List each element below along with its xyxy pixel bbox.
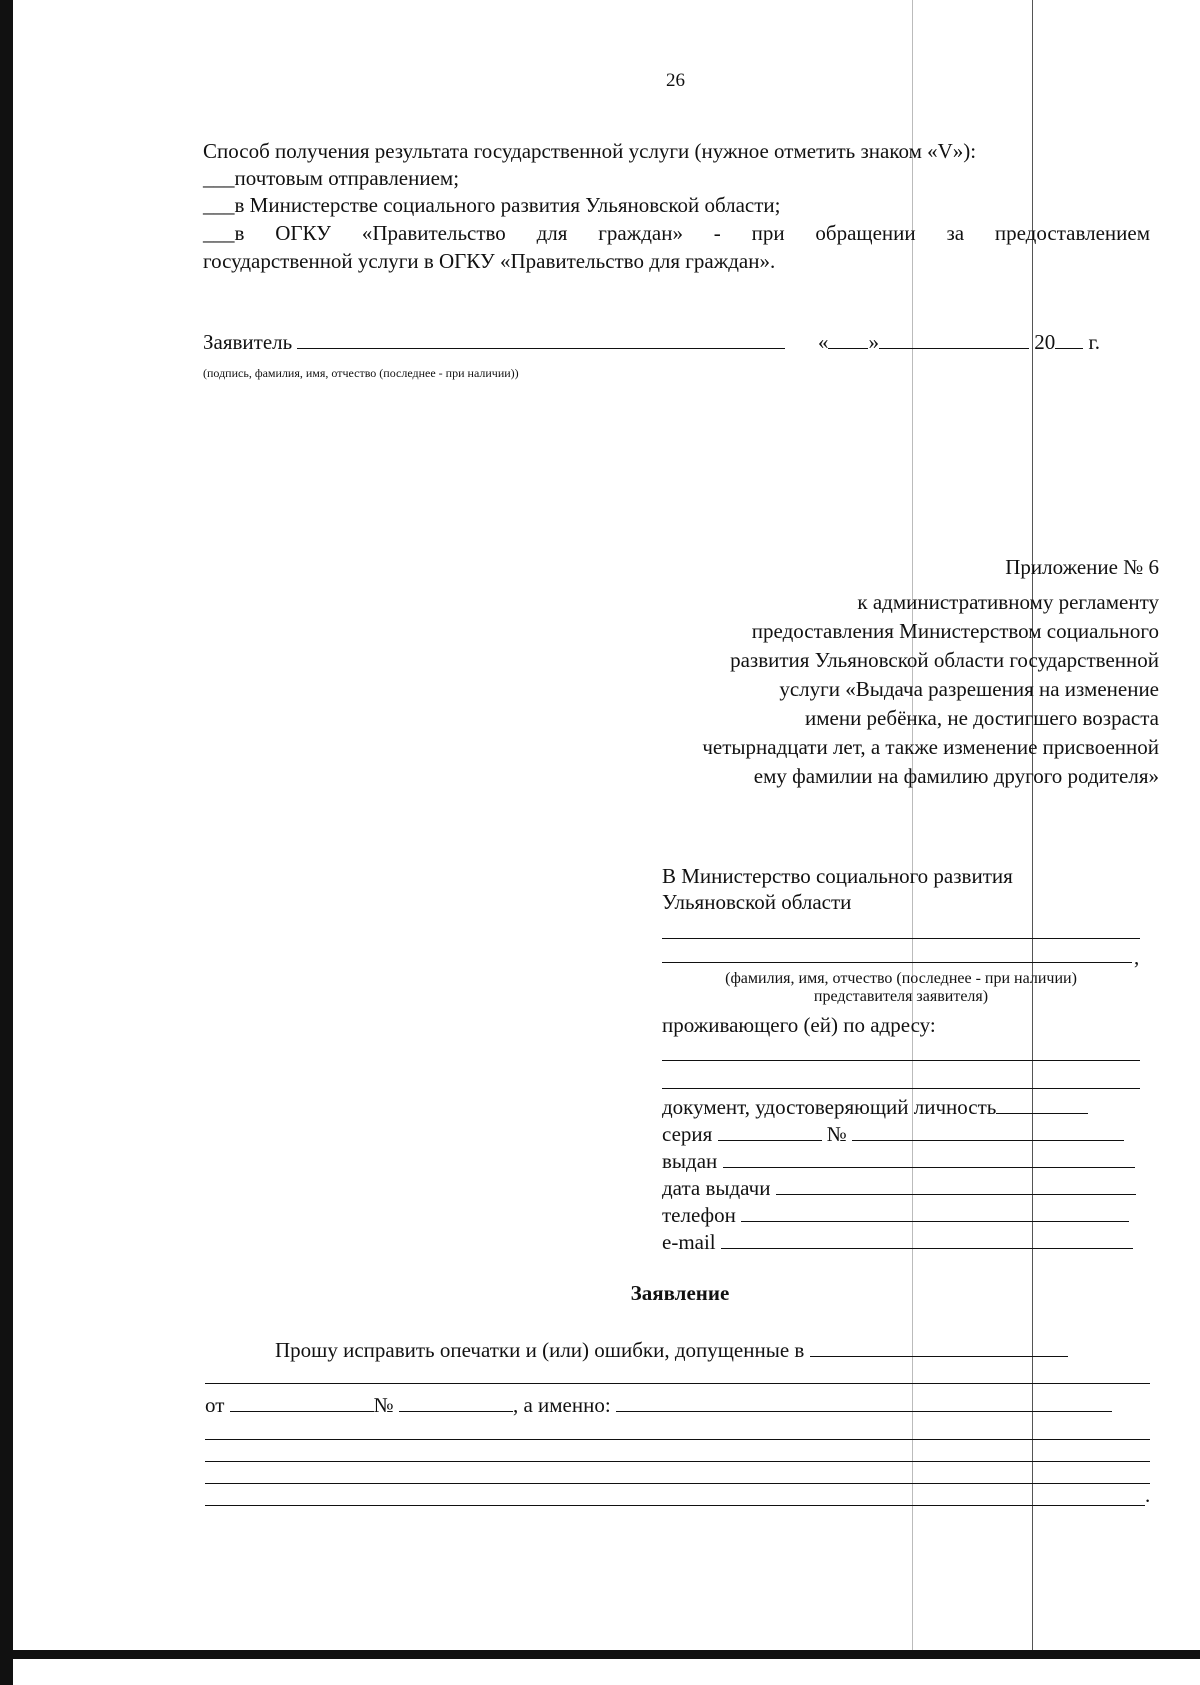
- address-field[interactable]: [662, 1060, 1140, 1061]
- series-field[interactable]: [718, 1120, 822, 1141]
- day-field[interactable]: [828, 328, 868, 349]
- phone-row: [662, 1201, 1129, 1228]
- appendix-line: услуги «Выдача разрешения на изменение: [779, 677, 1159, 701]
- from-row: [205, 1391, 1112, 1418]
- document-reference-field-2[interactable]: [205, 1383, 1150, 1384]
- delivery-option-ogku-continuation: государственной услуги в ОГКУ «Правительство для граждан».: [203, 249, 776, 273]
- comma: ,: [1134, 945, 1140, 969]
- year-suffix: г.: [1088, 330, 1100, 354]
- month-field[interactable]: [879, 328, 1029, 349]
- appendix-line: развития Ульяновской области государственной: [730, 648, 1159, 672]
- representative-name-field[interactable]: [662, 938, 1140, 939]
- delivery-option-ogku: [203, 220, 1150, 246]
- issue-date-label: дата выдачи: [662, 1176, 771, 1200]
- document-number-field[interactable]: [852, 1120, 1124, 1141]
- final-period: .: [1145, 1483, 1151, 1507]
- checkbox-blank[interactable]: ___: [203, 166, 235, 190]
- appendix-line: имени ребёнка, не достигшего возраста: [804, 706, 1159, 730]
- number-sign: №: [373, 1393, 394, 1417]
- option-label: в Министерстве социального развития Ульяновской области;: [234, 193, 781, 217]
- option-label: почтовым отправлением;: [234, 166, 460, 190]
- request-row: [275, 1336, 1068, 1363]
- email-field[interactable]: [721, 1228, 1133, 1249]
- namely-label: , а именно:: [512, 1393, 611, 1417]
- email-label: e-mail: [662, 1230, 716, 1254]
- representative-name-field-2[interactable]: [662, 962, 1132, 963]
- id-document-row: [662, 1093, 1088, 1120]
- series-label: серия: [662, 1122, 713, 1146]
- applicant-signature-row: [203, 328, 1158, 355]
- delivery-heading: Способ получения результата государственной услуги (нужное отметить знаком «V»):: [203, 139, 977, 163]
- request-text: Прошу исправить опечатки и (или) ошибки, допущенные в: [275, 1338, 805, 1362]
- issue-date-row: [662, 1174, 1136, 1201]
- errors-description-line[interactable]: [205, 1483, 1150, 1484]
- id-document-field[interactable]: [996, 1093, 1088, 1114]
- errors-description-line[interactable]: [205, 1505, 1145, 1506]
- applicant-signature-field[interactable]: [297, 328, 785, 349]
- addressee: [662, 863, 1142, 915]
- statement-title: Заявление: [630, 1281, 730, 1305]
- addressee-line: В Министерство социального развития: [662, 864, 1013, 888]
- number-field[interactable]: [399, 1391, 513, 1412]
- year-field[interactable]: [1055, 328, 1083, 349]
- open-quote: «: [817, 330, 829, 354]
- date-field[interactable]: [230, 1391, 374, 1412]
- appendix-line: четырнадцати лет, а также изменение присвоенной: [702, 735, 1159, 759]
- applicant-label: Заявитель: [203, 330, 293, 354]
- page-number: 26: [666, 70, 685, 91]
- phone-label: телефон: [662, 1203, 736, 1227]
- series-row: [662, 1120, 1124, 1147]
- id-document-label: документ, удостоверяющий личность: [662, 1095, 997, 1119]
- address-field-2[interactable]: [662, 1088, 1140, 1089]
- checkbox-blank[interactable]: ___: [203, 193, 235, 217]
- checkbox-blank[interactable]: ___: [203, 221, 235, 245]
- issued-field[interactable]: [723, 1147, 1135, 1168]
- errors-description-field[interactable]: [616, 1391, 1112, 1412]
- document-reference-field[interactable]: [810, 1336, 1068, 1357]
- option-label: в ОГКУ «Правительство для граждан» - при обращении за предоставлением: [234, 221, 1150, 245]
- representative-name-hint: (фамилия, имя, отчество (последнее - при наличии) представителя заявителя): [725, 970, 1077, 1005]
- errors-description-line[interactable]: [205, 1439, 1150, 1440]
- scan-edge-bottom: [13, 1650, 1200, 1659]
- close-quote: »: [868, 330, 879, 354]
- email-row: [662, 1228, 1133, 1255]
- residing-label: проживающего (ей) по адресу:: [662, 1013, 936, 1037]
- appendix-line: к административному регламенту: [857, 590, 1159, 614]
- delivery-option-post: [203, 165, 1150, 191]
- phone-field[interactable]: [741, 1201, 1129, 1222]
- appendix-line: ему фамилии на фамилию другого родителя»: [753, 764, 1159, 788]
- number-sign: №: [826, 1122, 847, 1146]
- issued-row: [662, 1147, 1135, 1174]
- delivery-option-ministry: [203, 192, 1150, 218]
- appendix-reference: [600, 588, 1159, 791]
- issue-date-field[interactable]: [776, 1174, 1136, 1195]
- errors-description-line[interactable]: [205, 1461, 1150, 1462]
- from-label: от: [205, 1393, 225, 1417]
- appendix-line: предоставления Министерством социального: [751, 619, 1159, 643]
- scan-edge-left: [0, 0, 13, 1685]
- addressee-line: Ульяновской области: [662, 890, 852, 914]
- signature-hint: (подпись, фамилия, имя, отчество (последнее - при наличии)): [203, 366, 519, 380]
- year-prefix: 20: [1034, 330, 1056, 354]
- issued-label: выдан: [662, 1149, 718, 1173]
- appendix-title: Приложение № 6: [1005, 555, 1159, 579]
